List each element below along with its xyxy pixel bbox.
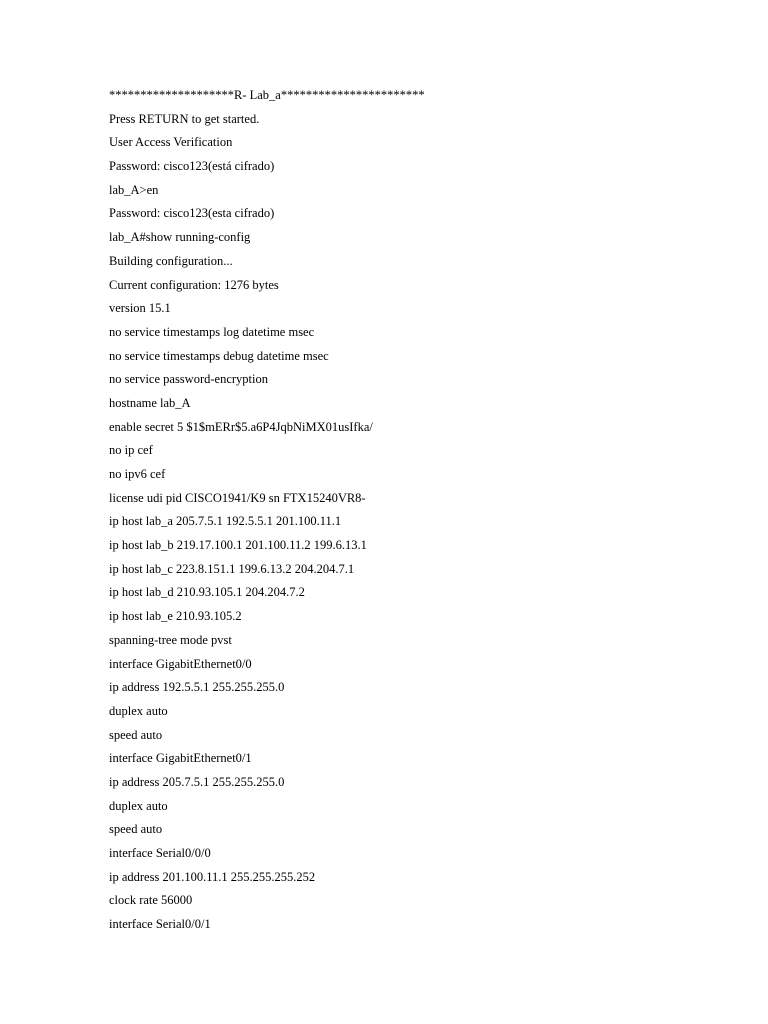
text-line: speed auto [109, 822, 163, 837]
text-line: ********************R- Lab_a*********************** [109, 88, 425, 102]
text-line: Current configuration: 1276 bytes [109, 277, 279, 292]
text-line: no service timestamps log datetime msec [109, 324, 315, 339]
text-line: ip host lab_c 223.8.151.1 199.6.13.2 204.204.7.1 [109, 561, 355, 576]
text-line: Press RETURN to get started. [109, 111, 260, 126]
text-line: Building configuration... [109, 253, 233, 268]
text-line: interface GigabitEthernet0/0 [109, 656, 252, 671]
text-line: ip host lab_d 210.93.105.1 204.204.7.2 [109, 585, 305, 600]
text-line: interface Serial0/0/1 [109, 917, 211, 932]
text-line: Password: cisco123(está cifrado) [109, 159, 275, 174]
text-line: User Access Verification [109, 135, 233, 150]
text-line: spanning-tree mode pvst [109, 632, 232, 647]
text-line: duplex auto [109, 798, 168, 813]
text-line: ip address 192.5.5.1 255.255.255.0 [109, 680, 285, 695]
text-line: ip host lab_e 210.93.105.2 [109, 609, 242, 624]
text-line: hostname lab_A [109, 395, 191, 410]
text-line: version 15.1 [109, 301, 171, 316]
text-line: speed auto [109, 727, 163, 742]
text-line: interface GigabitEthernet0/1 [109, 751, 252, 766]
text-line: license udi pid CISCO1941/K9 sn FTX15240VR8- [109, 490, 366, 505]
text-line: no service password-encryption [109, 372, 268, 387]
text-line: no service timestamps debug datetime msec [109, 348, 329, 363]
text-line: ip host lab_b 219.17.100.1 201.100.11.2 199.6.13.1 [109, 538, 367, 553]
text-line: lab_A#show running-config [109, 230, 251, 245]
text-line: Password: cisco123(esta cifrado) [109, 206, 275, 221]
text-line: ip address 205.7.5.1 255.255.255.0 [109, 774, 285, 789]
text-line: ip address 201.100.11.1 255.255.255.252 [109, 869, 316, 884]
text-line: duplex auto [109, 703, 168, 718]
text-line: ip host lab_a 205.7.5.1 192.5.5.1 201.100.11.1 [109, 514, 342, 529]
text-line: enable secret 5 $1$mERr$5.a6P4JqbNiMX01usIfka/ [109, 419, 373, 434]
config-text-body [109, 84, 425, 937]
text-line: no ip cef [109, 443, 153, 458]
text-line: interface Serial0/0/0 [109, 846, 211, 860]
text-line: no ipv6 cef [109, 467, 166, 481]
text-line: lab_A>en [109, 182, 159, 197]
text-line: clock rate 56000 [109, 893, 193, 908]
